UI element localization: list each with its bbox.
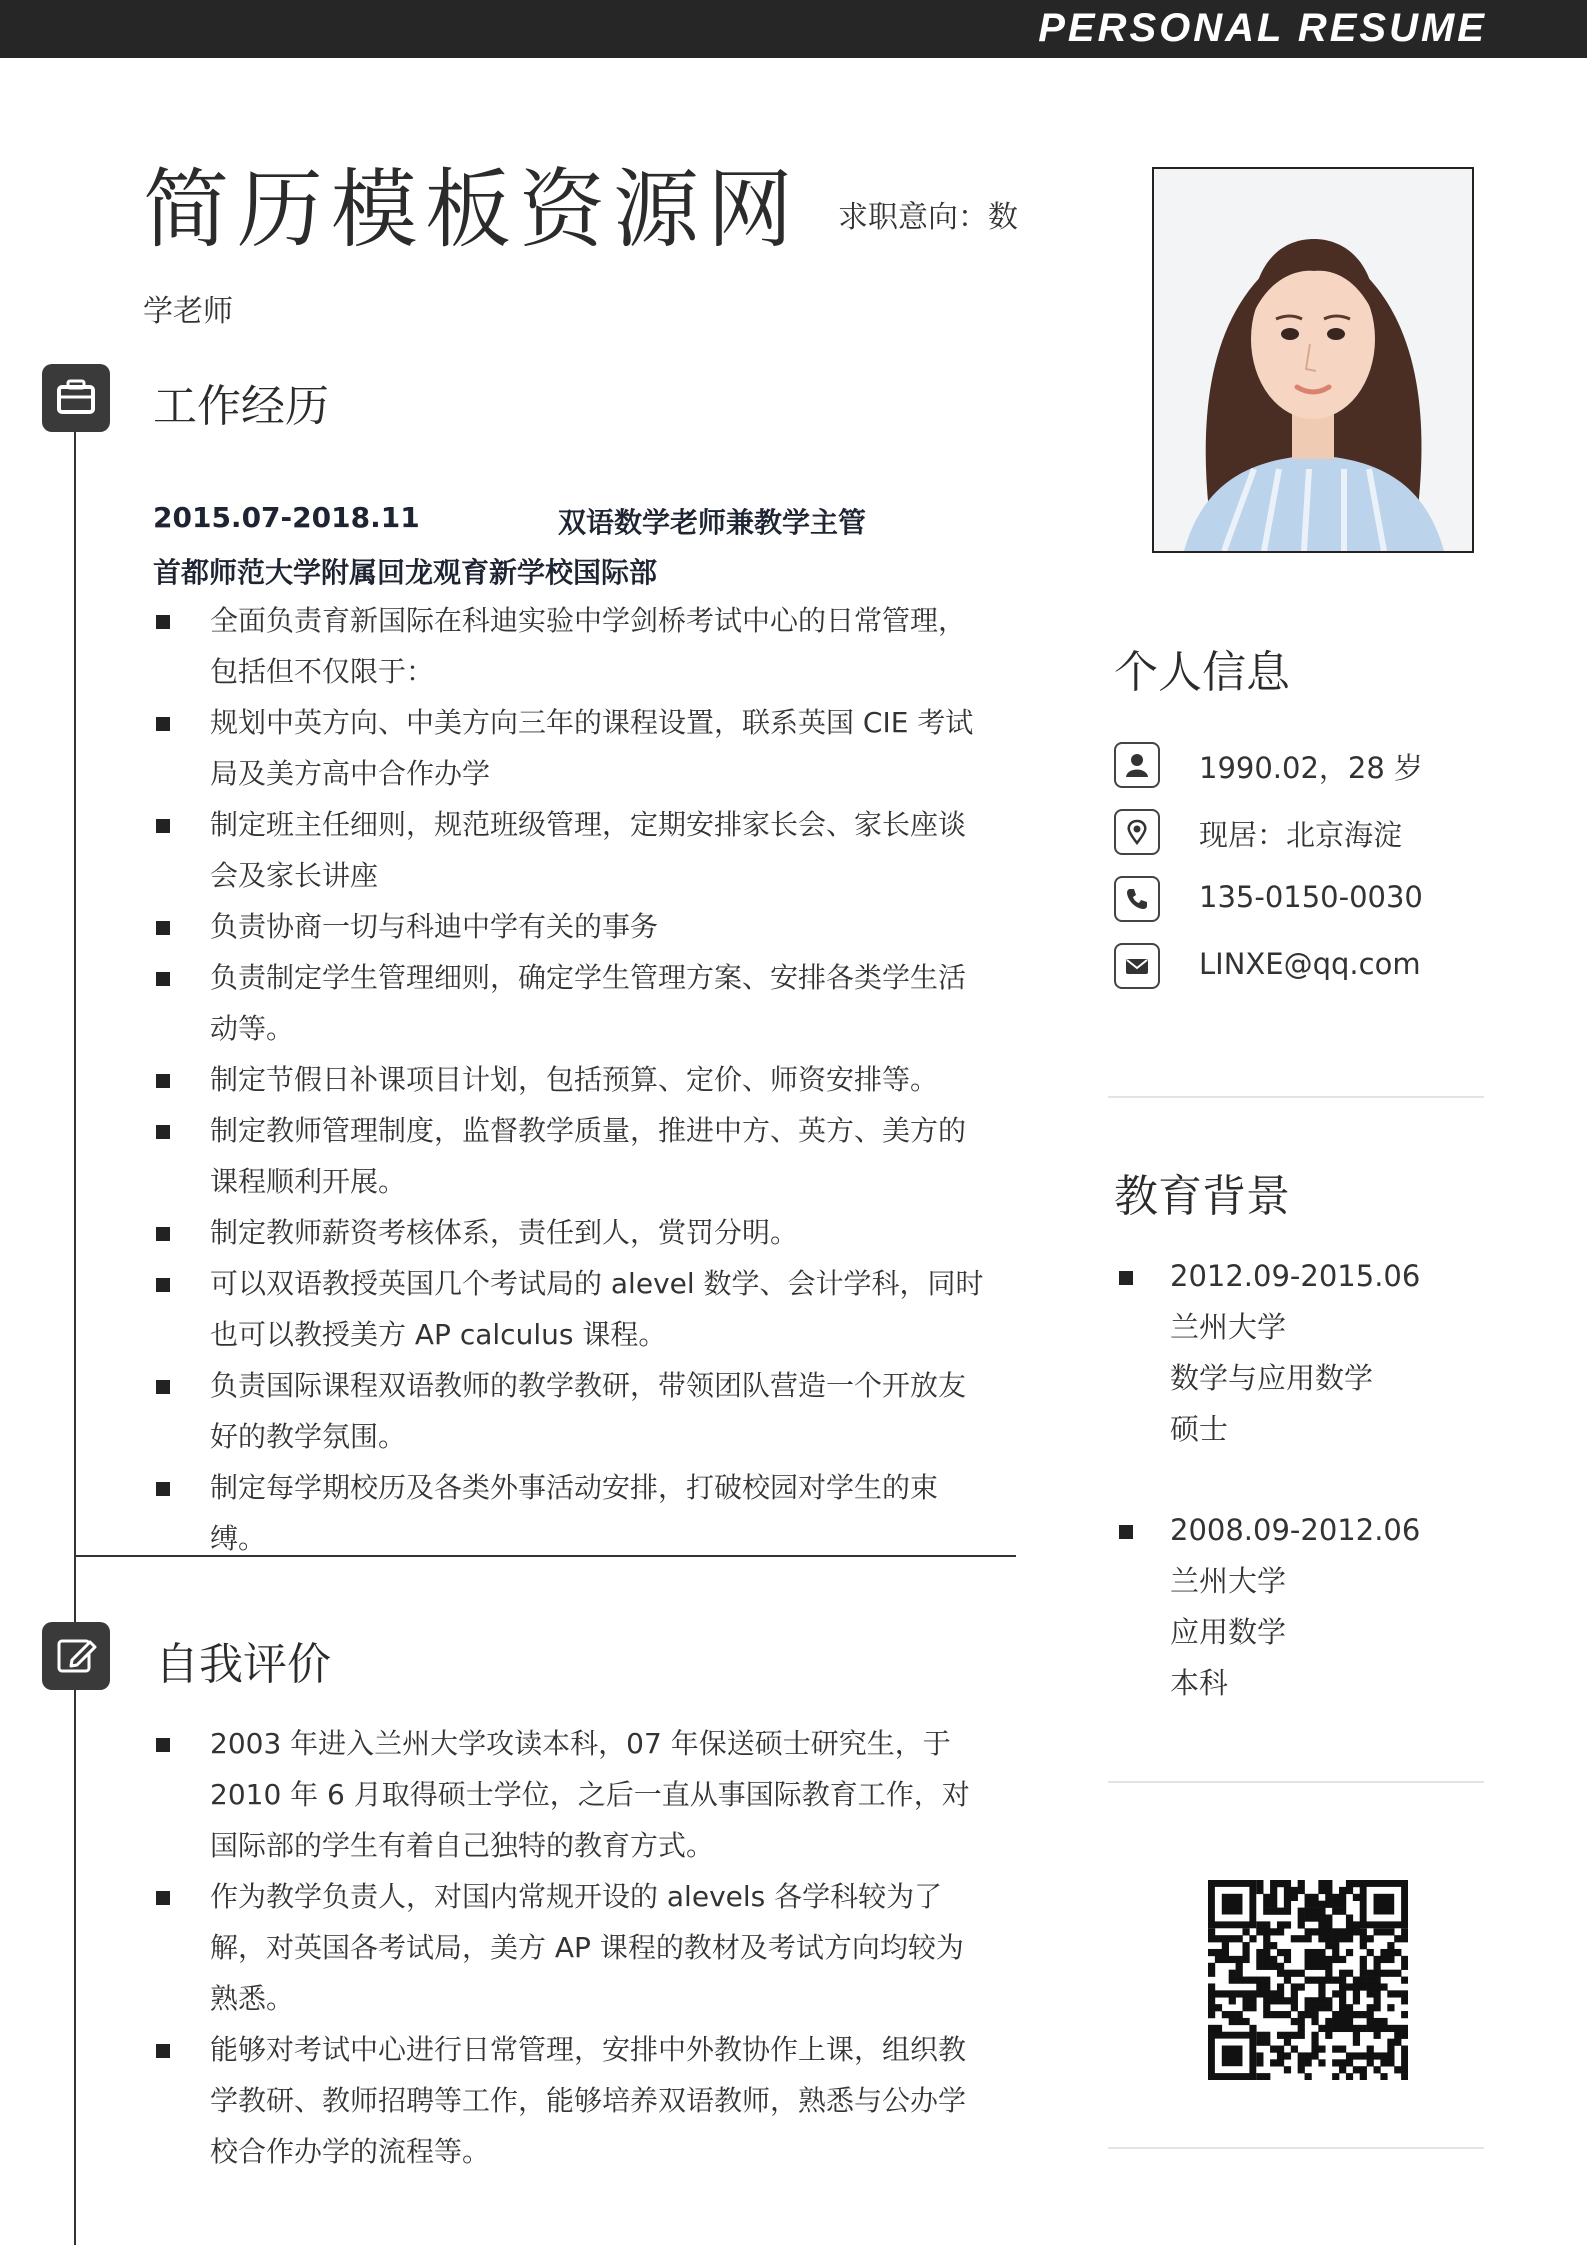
list-item: 可以双语教授英国几个考试局的 alevel 数学、会计学科，同时也可以教授美方 AP calculus 课程。 [150,1258,990,1360]
job-position: 双语数学老师兼教学主管 [558,506,867,539]
edu-school: 兰州大学 [1170,1310,1287,1344]
work-section-title: 工作经历 [153,381,329,432]
edu-date: 2008.09-2012.06 [1170,1513,1421,1547]
list-item: 制定每学期校历及各类外事活动安排，打破校园对学生的束缚。 [150,1462,990,1564]
section-divider [1108,2147,1484,2149]
top-banner [0,0,1587,58]
education-section-title: 教育背景 [1114,1171,1290,1222]
list-item: 2003 年进入兰州大学攻读本科，07 年保送硕士研究生，于 2010 年 6 月取得硕士学位，之后一直从事国际教育工作，对国际部的学生有着自己独特的教育方式。 [150,1718,990,1871]
location-pin-icon [1114,809,1160,855]
education-entry [1114,1505,1494,1709]
bullet [1119,1525,1133,1539]
list-item: 作为教学负责人，对国内常规开设的 alevels 各学科较为了解，对英国各考试局，美方 AP 课程的教材及考试方向均较为熟悉。 [150,1871,990,2024]
profile-photo [1152,167,1474,553]
edu-school: 兰州大学 [1170,1564,1287,1598]
birth-text: 1990.02，28 岁 [1199,751,1424,785]
edu-major: 应用数学 [1170,1615,1287,1649]
section-divider [1108,1096,1484,1098]
section-divider [1108,1781,1484,1783]
education-entry [1114,1251,1494,1455]
phone-icon [1114,876,1160,922]
edu-major: 数学与应用数学 [1170,1361,1374,1395]
list-item: 能够对考试中心进行日常管理，安排中外教协作上课，组织教学教研、教师招聘等工作，能够培养双语教师，熟悉与公办学校合作办学的流程等。 [150,2024,990,2177]
bullet [1119,1271,1133,1285]
list-item: 制定班主任细则，规范班级管理，定期安排家长会、家长座谈会及家长讲座 [150,799,990,901]
edu-degree: 硕士 [1170,1412,1229,1446]
list-item: 负责制定学生管理细则，确定学生管理方案、安排各类学生活动等。 [150,952,990,1054]
list-item: 负责协商一切与科迪中学有关的事务 [150,901,990,952]
self-eval-list [150,1718,990,2177]
portrait-illustration [1154,169,1472,551]
briefcase-icon [42,364,110,432]
mail-icon [1114,943,1160,989]
job-company: 首都师范大学附属回龙观育新学校国际部 [153,556,658,589]
edu-date: 2012.09-2015.06 [1170,1259,1421,1293]
list-item: 制定教师薪资考核体系，责任到人，赏罚分明。 [150,1207,990,1258]
user-icon [1114,742,1160,788]
list-item: 制定节假日补课项目计划，包括预算、定价、师资安排等。 [150,1054,990,1105]
job-date: 2015.07-2018.11 [153,501,420,534]
qr-code [1208,1880,1408,2080]
section-divider [74,1555,1016,1557]
candidate-name: 简历模板资源网 [143,160,801,260]
work-duties-list [150,595,990,1564]
location-text: 现居：北京海淀 [1199,818,1403,852]
job-intent-label: 求职意向：数 [838,200,1018,235]
timeline-line [74,380,76,2245]
job-intent-continued: 学老师 [143,294,233,329]
edit-icon [42,1622,110,1690]
list-item: 制定教师管理制度，监督教学质量，推进中方、英方、美方的课程顺利开展。 [150,1105,990,1207]
phone-text: 135-0150-0030 [1199,880,1423,914]
qr-code-graphic [1208,1880,1408,2080]
email-text: LINXE@qq.com [1199,947,1421,981]
self-eval-section-title: 自我评价 [155,1639,331,1690]
info-section-title: 个人信息 [1114,647,1290,698]
list-item: 负责国际课程双语教师的教学教研，带领团队营造一个开放友好的教学氛围。 [150,1360,990,1462]
list-item: 规划中英方向、中美方向三年的课程设置，联系英国 CIE 考试局及美方高中合作办学 [150,697,990,799]
list-item: 全面负责育新国际在科迪实验中学剑桥考试中心的日常管理，包括但不仅限于： [150,595,990,697]
brand-title: PERSONAL RESUME [1038,6,1487,50]
edu-degree: 本科 [1170,1666,1229,1700]
